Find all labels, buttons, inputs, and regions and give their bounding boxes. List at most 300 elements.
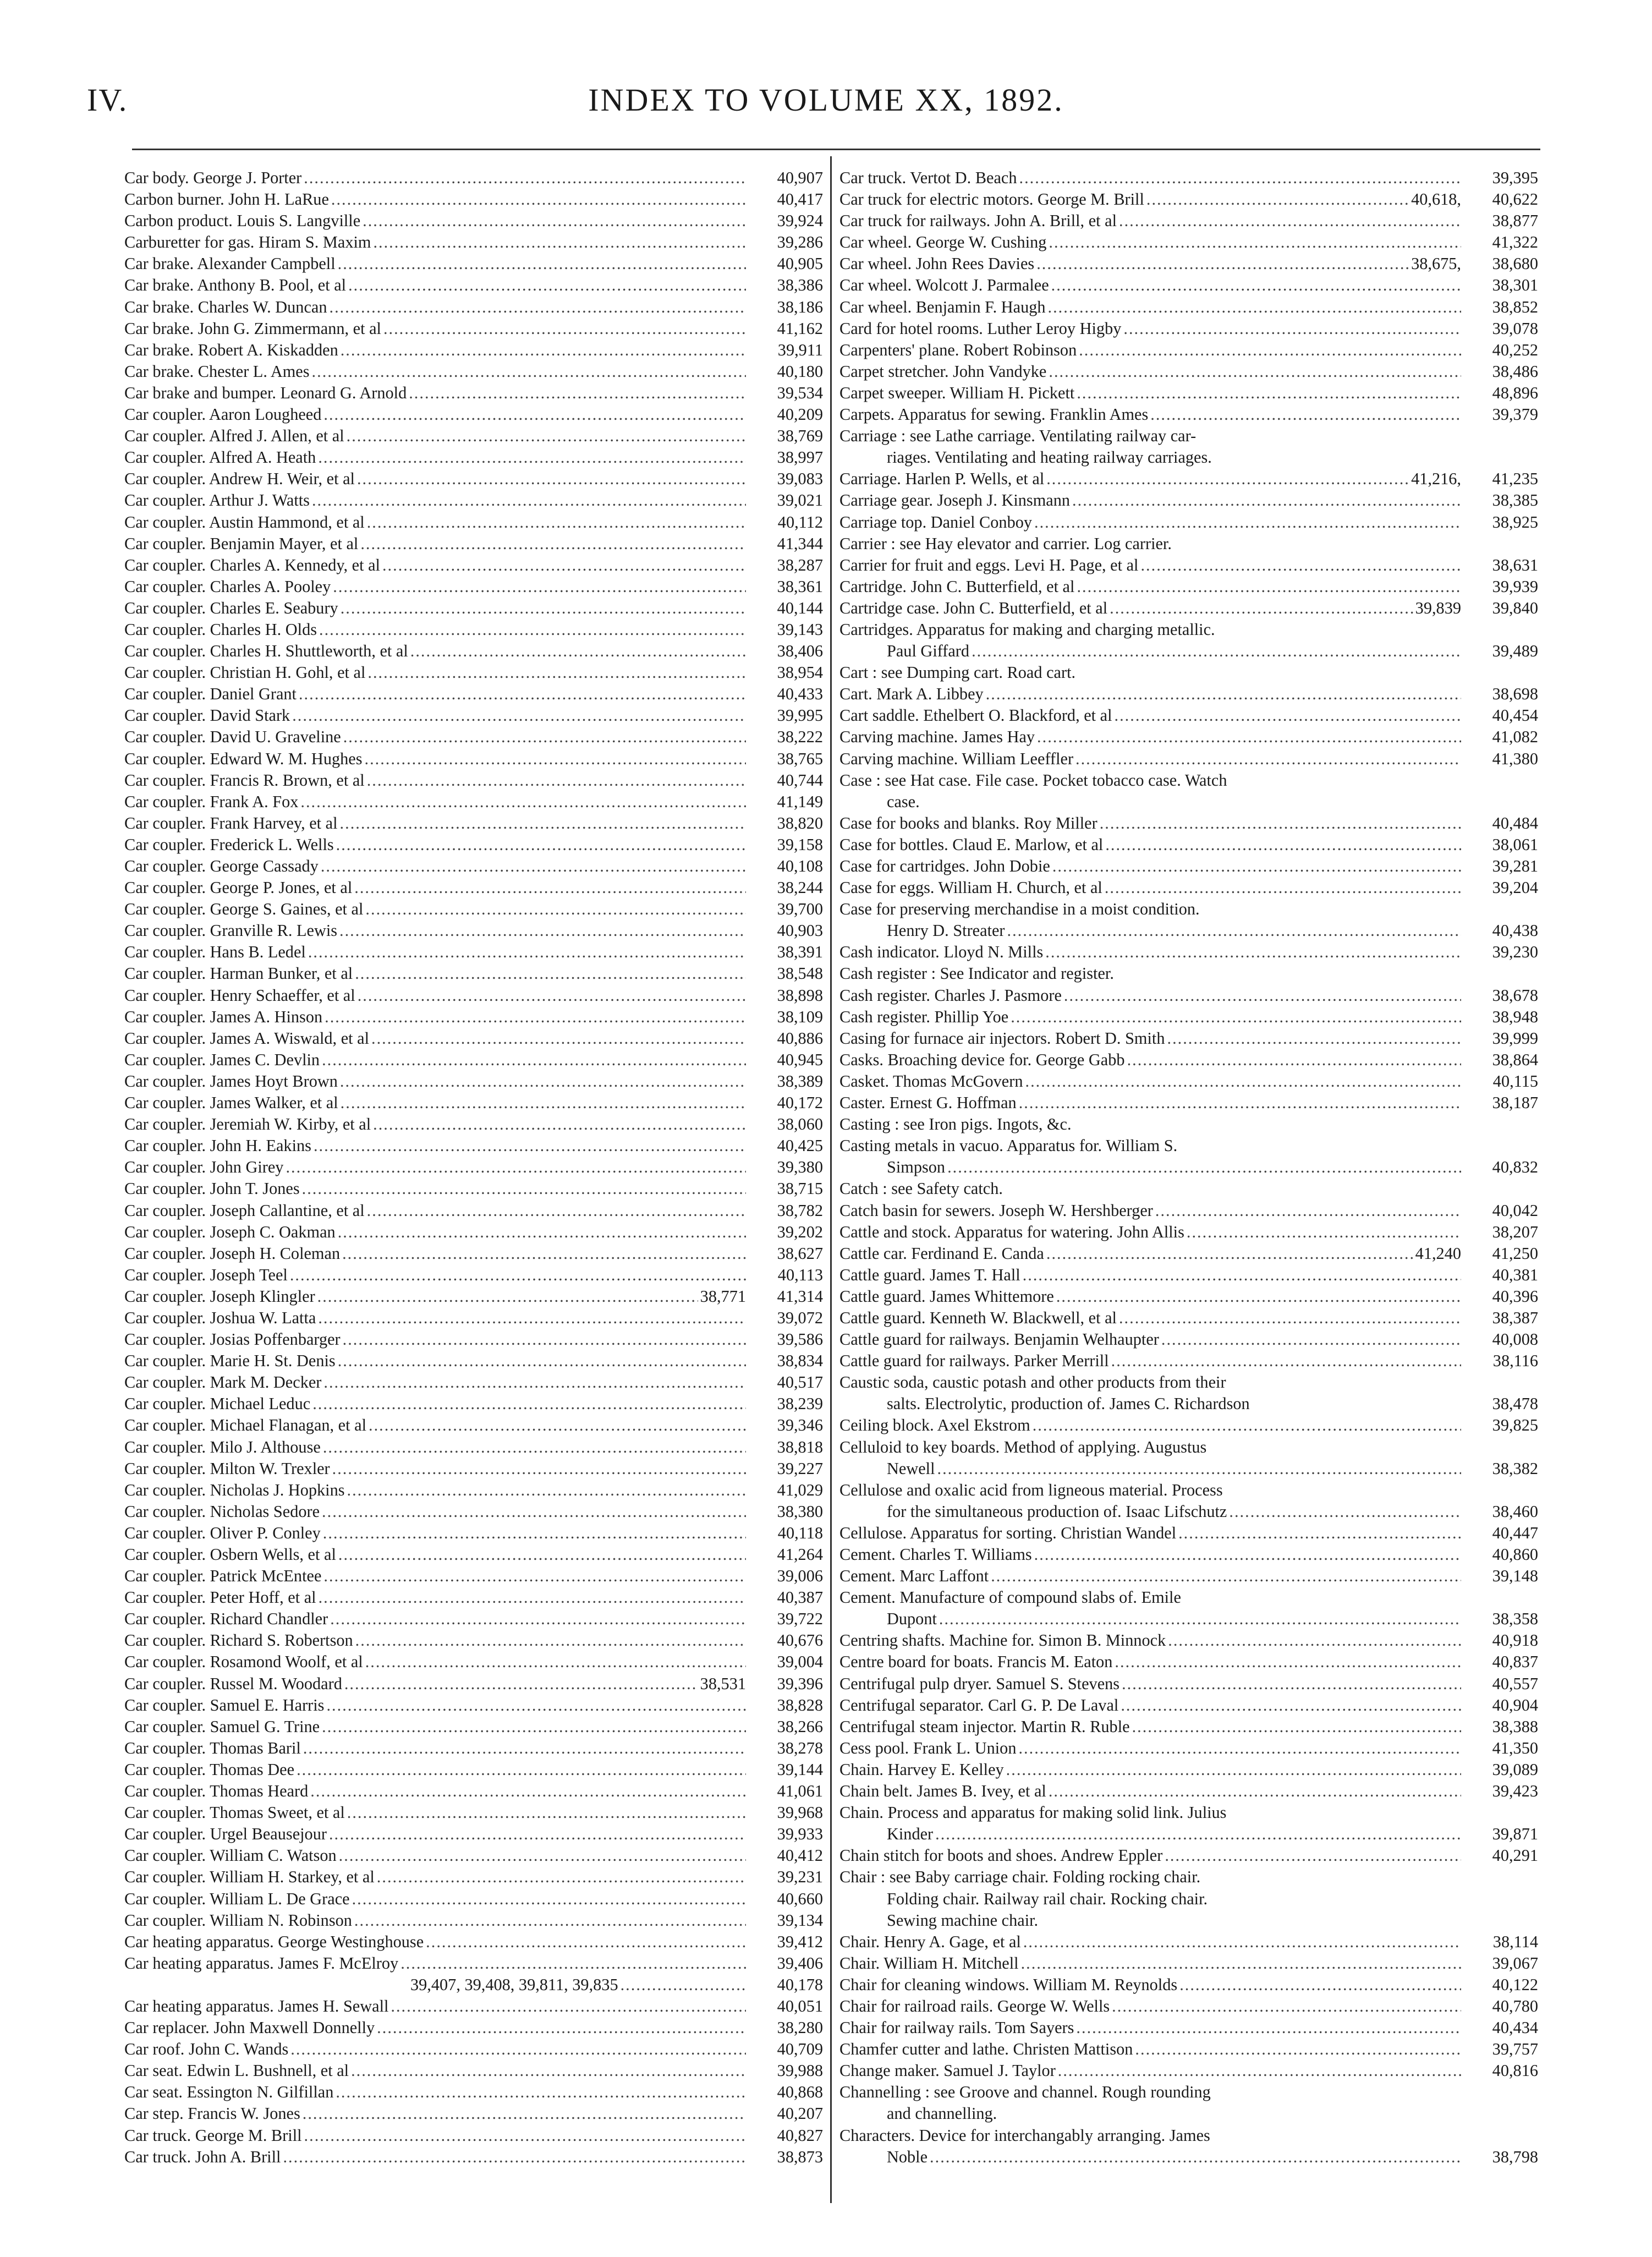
entry-number: 40,780 <box>1492 1996 1538 2015</box>
entry-number: 40,438 <box>1492 921 1538 940</box>
index-entry <box>124 726 823 748</box>
entry-number: 38,116 <box>1492 1351 1538 1371</box>
leader-dots <box>365 770 746 791</box>
leader-dots <box>345 1802 746 1823</box>
index-entry <box>124 941 823 963</box>
entry-text: Car coupler. Arthur J. Watts <box>124 491 310 510</box>
index-entry <box>124 490 823 511</box>
index-entry <box>839 1329 1538 1350</box>
index-entry <box>839 1522 1538 1544</box>
entry-text: Car coupler. Frank Harvey, et al <box>124 813 338 832</box>
leader-dots <box>300 2103 746 2124</box>
index-entry <box>839 1759 1538 1781</box>
entry-number: 40,860 <box>1492 1545 1538 1564</box>
index-entry <box>124 1695 823 1716</box>
entry-text: Casting metals in vacuo. Apparatus for. William S. <box>839 1136 1178 1155</box>
index-entry <box>839 468 1538 490</box>
entry-number: 40,837 <box>1492 1652 1538 1672</box>
entry-text: Car coupler. Frederick L. Wells <box>124 835 334 854</box>
entry-text: Car coupler. Milton W. Trexler <box>124 1459 330 1478</box>
leader-dots <box>371 232 746 253</box>
index-entry <box>124 425 823 447</box>
index-entry <box>124 963 823 984</box>
leader-dots <box>300 1178 746 1199</box>
leader-dots <box>1056 2060 1461 2081</box>
leader-dots <box>297 683 746 705</box>
leader-dots <box>1184 1221 1461 1243</box>
entry-number: 41,235 <box>1492 469 1538 489</box>
index-entry <box>124 1630 823 1651</box>
entry-number: 38,828 <box>777 1695 823 1714</box>
entry-number: 39,379 <box>1492 405 1538 424</box>
entry-number: 38,715 <box>777 1179 823 1198</box>
entry-text: Car coupler. Charles A. Pooley <box>124 577 331 596</box>
leader-dots <box>324 1695 746 1716</box>
index-entry <box>839 210 1538 232</box>
leader-dots <box>328 1608 746 1630</box>
entry-text: Cash indicator. Lloyd N. Mills <box>839 943 1044 962</box>
leader-dots <box>360 210 746 232</box>
index-entry <box>839 404 1538 425</box>
entry-text: Case for books and blanks. Roy Miller <box>839 813 1097 832</box>
leader-dots <box>1176 1522 1461 1544</box>
leader-dots <box>363 1651 746 1673</box>
leader-dots <box>1110 1996 1461 2017</box>
entry-text: Car coupler. Richard S. Robertson <box>124 1631 353 1650</box>
entry-extra-number: 40,618, <box>1411 190 1461 209</box>
index-entry <box>839 1135 1538 1178</box>
leader-dots <box>316 1307 746 1329</box>
entry-number: 38,818 <box>777 1437 823 1456</box>
entry-text: Channelling : see Groove and channel. Rough rounding <box>839 2083 1211 2102</box>
index-entry <box>124 877 823 899</box>
entry-text: Chair : see Baby carriage chair. Folding rocking chair. <box>839 1867 1201 1887</box>
entry-text: Car wheel. John Rees Davies <box>839 254 1035 273</box>
leader-dots <box>288 2039 746 2060</box>
entry-text: Cartridge. John C. Butterfield, et al <box>839 577 1075 596</box>
index-entry <box>124 2103 823 2124</box>
index-entry <box>124 555 823 576</box>
entry-text: Ceiling block. Axel Ekstrom <box>839 1416 1030 1435</box>
entry-number: 39,924 <box>777 211 823 231</box>
entry-text: Chain belt. James B. Ivey, et al <box>839 1782 1046 1801</box>
leader-dots <box>989 1565 1461 1587</box>
leader-dots <box>337 1845 746 1866</box>
entry-number: 39,586 <box>777 1330 823 1349</box>
index-entry <box>839 232 1538 253</box>
entry-number: 40,904 <box>1492 1695 1538 1714</box>
entry-text: Car coupler. Joshua W. Latta <box>124 1308 316 1327</box>
entry-text: Car seat. Essington N. Gilfillan <box>124 2083 334 2102</box>
index-entry <box>839 2017 1538 2039</box>
entry-number: 40,744 <box>777 770 823 790</box>
leader-dots <box>1035 726 1461 748</box>
index-entry <box>124 1264 823 1286</box>
entry-number: 40,387 <box>777 1588 823 1607</box>
index-entry <box>124 2081 823 2103</box>
entry-number: 38,187 <box>1492 1093 1538 1113</box>
index-entry <box>124 705 823 726</box>
entry-text: Car coupler. Michael Flanagan, et al <box>124 1416 366 1435</box>
entry-text: Chain stitch for boots and shoes. Andrew Eppler <box>839 1846 1163 1865</box>
index-entry <box>124 813 823 834</box>
leader-dots <box>1130 1716 1461 1738</box>
entry-text: Car coupler. Harman Bunker, et al <box>124 964 353 983</box>
entry-text: Car coupler. Joseph Klingler <box>124 1286 315 1306</box>
index-entry <box>839 2081 1538 2124</box>
leader-dots <box>338 1071 746 1092</box>
index-entry <box>124 1393 823 1415</box>
index-entry <box>839 1695 1538 1716</box>
entry-number: 39,412 <box>777 1932 823 1951</box>
entry-text: Case for eggs. William H. Church, et al <box>839 878 1102 897</box>
entry-text: Centre board for boats. Francis M. Eaton <box>839 1652 1113 1672</box>
leader-dots <box>363 899 746 920</box>
index-entry <box>839 834 1538 856</box>
index-entry <box>839 1651 1538 1673</box>
index-entry <box>839 1372 1538 1415</box>
entry-extra-number: 41,216, <box>1411 469 1461 489</box>
entry-number: 41,322 <box>1492 233 1538 252</box>
index-entry <box>839 813 1538 834</box>
index-entry <box>124 1135 823 1157</box>
index-entry <box>839 1028 1538 1049</box>
entry-text: Case for preserving merchandise in a moist condition. <box>839 900 1200 919</box>
entry-text: Car coupler. Jeremiah W. Kirby, et al <box>124 1115 371 1134</box>
entry-number: 40,417 <box>777 190 823 209</box>
index-entry <box>839 662 1538 683</box>
leader-dots <box>945 1157 1461 1178</box>
entry-text: Car coupler. Benjamin Mayer, et al <box>124 534 359 553</box>
entry-number: 38,388 <box>1492 1717 1538 1736</box>
page-title: INDEX TO VOLUME XX, 1892. <box>588 82 1064 118</box>
entry-number: 40,209 <box>777 405 823 424</box>
entry-number: 40,412 <box>777 1846 823 1865</box>
entry-text: Kinder <box>887 1825 934 1844</box>
leader-dots <box>1044 1243 1413 1264</box>
leader-dots <box>320 1716 746 1738</box>
index-entry <box>839 1716 1538 1738</box>
entry-text: Casting : see Iron pigs. Ingots, &c. <box>839 1115 1072 1134</box>
entry-number: 39,083 <box>777 469 823 489</box>
leader-dots <box>1074 576 1461 598</box>
leader-dots <box>375 1866 746 1888</box>
entry-text: Caustic soda, caustic potash and other products from their <box>839 1373 1226 1392</box>
entry-text: Cattle guard for railways. Parker Merrill <box>839 1351 1109 1371</box>
entry-number: 38,678 <box>1492 985 1538 1005</box>
entry-number: 39,700 <box>777 900 823 919</box>
entry-text: Car coupler. Daniel Grant <box>124 684 297 704</box>
entry-number: 40,918 <box>1492 1631 1538 1650</box>
entry-text: Car coupler. Charles H. Olds <box>124 620 317 639</box>
entry-text: Car coupler. Samuel G. Trine <box>124 1717 320 1736</box>
entry-number: 38,186 <box>777 297 823 316</box>
index-entry <box>124 2017 823 2039</box>
entry-text: Centrifugal steam injector. Martin R. Ruble <box>839 1717 1130 1736</box>
entry-text: Car coupler. William C. Watson <box>124 1846 337 1865</box>
entry-text: Car truck. Vertot D. Beach <box>839 168 1017 187</box>
index-entry <box>124 899 823 920</box>
column-divider <box>830 156 832 2203</box>
index-entry <box>124 920 823 941</box>
entry-number: 39,757 <box>1492 2040 1538 2059</box>
entry-text: Car coupler. Henry Schaeffer, et al <box>124 985 355 1005</box>
entry-number: 39,281 <box>1492 857 1538 875</box>
entry-number: 40,112 <box>777 512 823 532</box>
entry-text: Car body. George J. Porter <box>124 168 302 187</box>
entry-text: Car heating apparatus. James F. McElroy <box>124 1953 399 1973</box>
index-entry <box>839 1480 1538 1522</box>
entry-number: 39,840 <box>1492 598 1538 617</box>
leader-dots <box>344 425 746 447</box>
entry-text: Car coupler. Joseph C. Oakman <box>124 1222 336 1241</box>
leader-dots <box>1107 598 1413 619</box>
index-entry <box>124 1953 823 1974</box>
leader-dots <box>1133 2039 1461 2060</box>
leader-dots <box>336 1221 746 1243</box>
entry-text: Car heating apparatus. James H. Sewall <box>124 1996 389 2015</box>
entry-number: 38,061 <box>1492 835 1538 854</box>
leader-dots <box>1117 210 1461 232</box>
entry-number: 38,627 <box>777 1243 823 1263</box>
entry-text: Car coupler. Charles H. Shuttleworth, et al <box>124 642 408 661</box>
entry-number: 39,534 <box>777 383 823 402</box>
entry-text: Simpson <box>887 1158 946 1177</box>
leader-dots <box>1020 1264 1461 1286</box>
entry-number: 38,478 <box>1492 1394 1538 1414</box>
entry-number: 39,006 <box>777 1566 823 1586</box>
entry-number: 38,680 <box>1492 254 1538 273</box>
entry-text: Chair for cleaning windows. William M. Reynolds <box>839 1975 1178 1994</box>
leader-dots <box>1103 834 1461 856</box>
leader-dots <box>334 834 746 856</box>
index-entry <box>839 705 1538 726</box>
entry-number: 38,386 <box>777 276 823 295</box>
leader-dots <box>1017 167 1461 189</box>
entry-number: 40,434 <box>1492 2018 1538 2037</box>
index-entry <box>839 2060 1538 2081</box>
leader-dots <box>381 318 746 339</box>
index-entry <box>124 1823 823 1845</box>
leader-dots <box>353 963 746 984</box>
leader-dots <box>310 490 746 511</box>
entry-text: and channelling. <box>887 2104 997 2123</box>
leader-dots <box>341 1329 746 1350</box>
entry-number: 39,395 <box>1492 168 1538 187</box>
entry-text: Carpets. Apparatus for sewing. Franklin Ames <box>839 405 1149 424</box>
entry-number: 40,945 <box>777 1050 823 1069</box>
index-entry <box>839 1802 1538 1845</box>
leader-dots <box>342 1673 698 1695</box>
leader-dots <box>320 1049 746 1071</box>
entry-number: 39,911 <box>777 340 823 359</box>
index-entry <box>124 1458 823 1480</box>
index-entry <box>124 1437 823 1458</box>
leader-dots <box>408 640 746 662</box>
leader-dots <box>338 1092 746 1114</box>
leader-dots <box>338 598 746 619</box>
leader-dots <box>1023 1071 1462 1092</box>
leader-dots <box>1032 512 1461 533</box>
entry-text: Car coupler. Marie H. St. Denis <box>124 1351 336 1371</box>
leader-dots <box>301 1738 746 1759</box>
entry-number: 40,903 <box>777 921 823 940</box>
entry-text: Car coupler. Thomas Sweet, et al <box>124 1803 345 1822</box>
entry-text: Car coupler. Osbern Wells, et al <box>124 1545 336 1564</box>
index-entry <box>839 167 1538 189</box>
entry-text: Case for bottles. Claud E. Marlow, et al <box>839 835 1104 854</box>
entry-text: Casing for furnace air injectors. Robert D. Smith <box>839 1028 1165 1048</box>
entry-text: Car coupler. David U. Graveline <box>124 727 341 747</box>
entry-text: Car coupler. Samuel E. Harris <box>124 1695 325 1714</box>
leader-dots <box>1046 232 1461 253</box>
entry-number: 48,896 <box>1492 383 1538 402</box>
index-entry <box>839 1781 1538 1802</box>
leader-dots <box>321 404 746 425</box>
leader-dots <box>371 1114 746 1135</box>
entry-text: Carbon burner. John H. LaRue <box>124 190 329 209</box>
index-entry <box>124 1910 823 1931</box>
index-entry <box>124 1221 823 1243</box>
entry-number: 38,239 <box>777 1394 823 1414</box>
index-entry <box>839 1845 1538 1866</box>
leader-dots <box>1119 1673 1461 1695</box>
entry-text: Car replacer. John Maxwell Donnelly <box>124 2018 375 2037</box>
index-entry <box>124 1974 823 1996</box>
leader-dots <box>352 1910 746 1931</box>
index-entry <box>839 1307 1538 1329</box>
leader-dots <box>1112 1651 1461 1673</box>
leader-dots <box>350 1888 746 1910</box>
entry-text: Car coupler. Richard Chandler <box>124 1609 328 1629</box>
index-entry <box>124 1673 823 1695</box>
leader-dots <box>1043 941 1461 963</box>
entry-number: 39,231 <box>777 1867 823 1887</box>
index-entry <box>124 619 823 640</box>
entry-text: Car brake. Chester L. Ames <box>124 361 310 381</box>
leader-dots <box>327 1823 746 1845</box>
index-entry <box>124 1286 823 1307</box>
index-entry <box>839 275 1538 296</box>
entry-number: 38,769 <box>777 426 823 446</box>
entry-extra-number: 41,240 <box>1415 1243 1461 1263</box>
entry-text: Car coupler. Joseph Callantine, et al <box>124 1201 365 1220</box>
leader-dots <box>1062 985 1461 1006</box>
index-entry <box>839 382 1538 404</box>
leader-dots <box>1044 468 1409 490</box>
leader-dots <box>927 2146 1461 2168</box>
entry-text: Car coupler. Frank A. Fox <box>124 792 299 811</box>
leader-dots <box>1008 1006 1461 1028</box>
leader-dots <box>1046 297 1461 318</box>
leader-dots <box>283 1157 746 1178</box>
entry-text: Car coupler. Granville R. Lewis <box>124 921 338 940</box>
leader-dots <box>1054 1286 1461 1307</box>
index-entry <box>124 1092 823 1114</box>
entry-extra-number: 38,531 <box>700 1674 746 1693</box>
leader-dots <box>933 1823 1461 1845</box>
index-entry <box>839 555 1538 576</box>
index-entry <box>124 1716 823 1738</box>
leader-dots <box>1077 339 1461 361</box>
entry-number: 38,486 <box>1492 361 1538 381</box>
entry-text: 39,407, 39,408, 39,811, 39,835 <box>410 1975 618 1994</box>
entry-text: Centrifugal separator. Carl G. P. De Laval <box>839 1695 1119 1714</box>
leader-dots <box>363 748 747 770</box>
entry-number: 38,361 <box>777 577 823 596</box>
entry-number: 38,389 <box>777 1071 823 1091</box>
leader-dots <box>1030 1415 1461 1436</box>
index-entry <box>839 318 1538 339</box>
leader-dots <box>294 1759 746 1781</box>
leader-dots <box>1073 748 1461 770</box>
leader-dots <box>398 1953 746 1974</box>
leader-dots <box>1021 1931 1461 1953</box>
entry-number: 41,082 <box>1492 727 1538 747</box>
entry-text: Car wheel. Benjamin F. Haugh <box>839 297 1046 316</box>
entry-text: Car coupler. John T. Jones <box>124 1179 300 1198</box>
leader-dots <box>1138 555 1461 576</box>
leader-dots <box>1166 1630 1461 1651</box>
index-entry <box>124 1307 823 1329</box>
leader-dots <box>336 1350 746 1372</box>
leader-dots <box>1112 705 1461 726</box>
entry-text: case. <box>887 792 920 811</box>
entry-text: Car wheel. Wolcott J. Parmalee <box>839 276 1049 295</box>
entry-number: 39,939 <box>1492 577 1538 596</box>
leader-dots <box>375 2017 746 2039</box>
entry-text: Casket. Thomas McGovern <box>839 1071 1023 1091</box>
leader-dots <box>1165 1028 1462 1049</box>
entry-text: Carburetter for gas. Hiram S. Maxim <box>124 233 371 252</box>
index-entry <box>839 1049 1538 1071</box>
entry-text: Sewing machine chair. <box>887 1910 1039 1930</box>
entry-number: 38,380 <box>777 1502 823 1521</box>
header-rule <box>132 149 1540 150</box>
index-entry <box>124 447 823 468</box>
entry-text: Car coupler. Charles E. Seabury <box>124 598 338 617</box>
index-entry <box>124 662 823 683</box>
entry-text: Cattle guard. James Whittemore <box>839 1286 1054 1306</box>
entry-text: Carving machine. James Hay <box>839 727 1035 747</box>
entry-text: Car coupler. Patrick McEntee <box>124 1566 322 1586</box>
index-entry <box>124 533 823 555</box>
entry-number: 39,380 <box>777 1158 823 1177</box>
entry-text: Catch basin for sewers. Joseph W. Hershberger <box>839 1201 1153 1220</box>
index-entry <box>839 1114 1538 1135</box>
entry-text: Car coupler. Urgel Beausejour <box>124 1825 327 1844</box>
index-entry <box>839 1931 1538 1953</box>
entry-number: 39,227 <box>777 1459 823 1478</box>
leader-dots <box>317 619 746 640</box>
entry-number: 38,877 <box>1492 211 1538 231</box>
index-entry <box>124 382 823 404</box>
entry-text: Chair for railroad rails. George W. Wells <box>839 1996 1110 2015</box>
index-entry <box>124 1802 823 1823</box>
entry-text: Car brake. Robert A. Kiskadden <box>124 340 338 359</box>
entry-text: Cellulose and oxalic acid from ligneous material. Process <box>839 1480 1223 1499</box>
index-entry <box>839 985 1538 1006</box>
entry-number: 38,852 <box>1492 297 1538 316</box>
leader-dots <box>329 189 746 210</box>
entry-number: 39,230 <box>1492 943 1538 962</box>
index-entry <box>839 2125 1538 2168</box>
entry-number: 39,933 <box>777 1825 823 1844</box>
entry-text: Carving machine. William Leeffler <box>839 749 1074 768</box>
entry-text: Car coupler. David Stark <box>124 706 290 725</box>
entry-number: 41,380 <box>1492 749 1538 768</box>
entry-text: Case for cartridges. John Dobie <box>839 857 1050 875</box>
